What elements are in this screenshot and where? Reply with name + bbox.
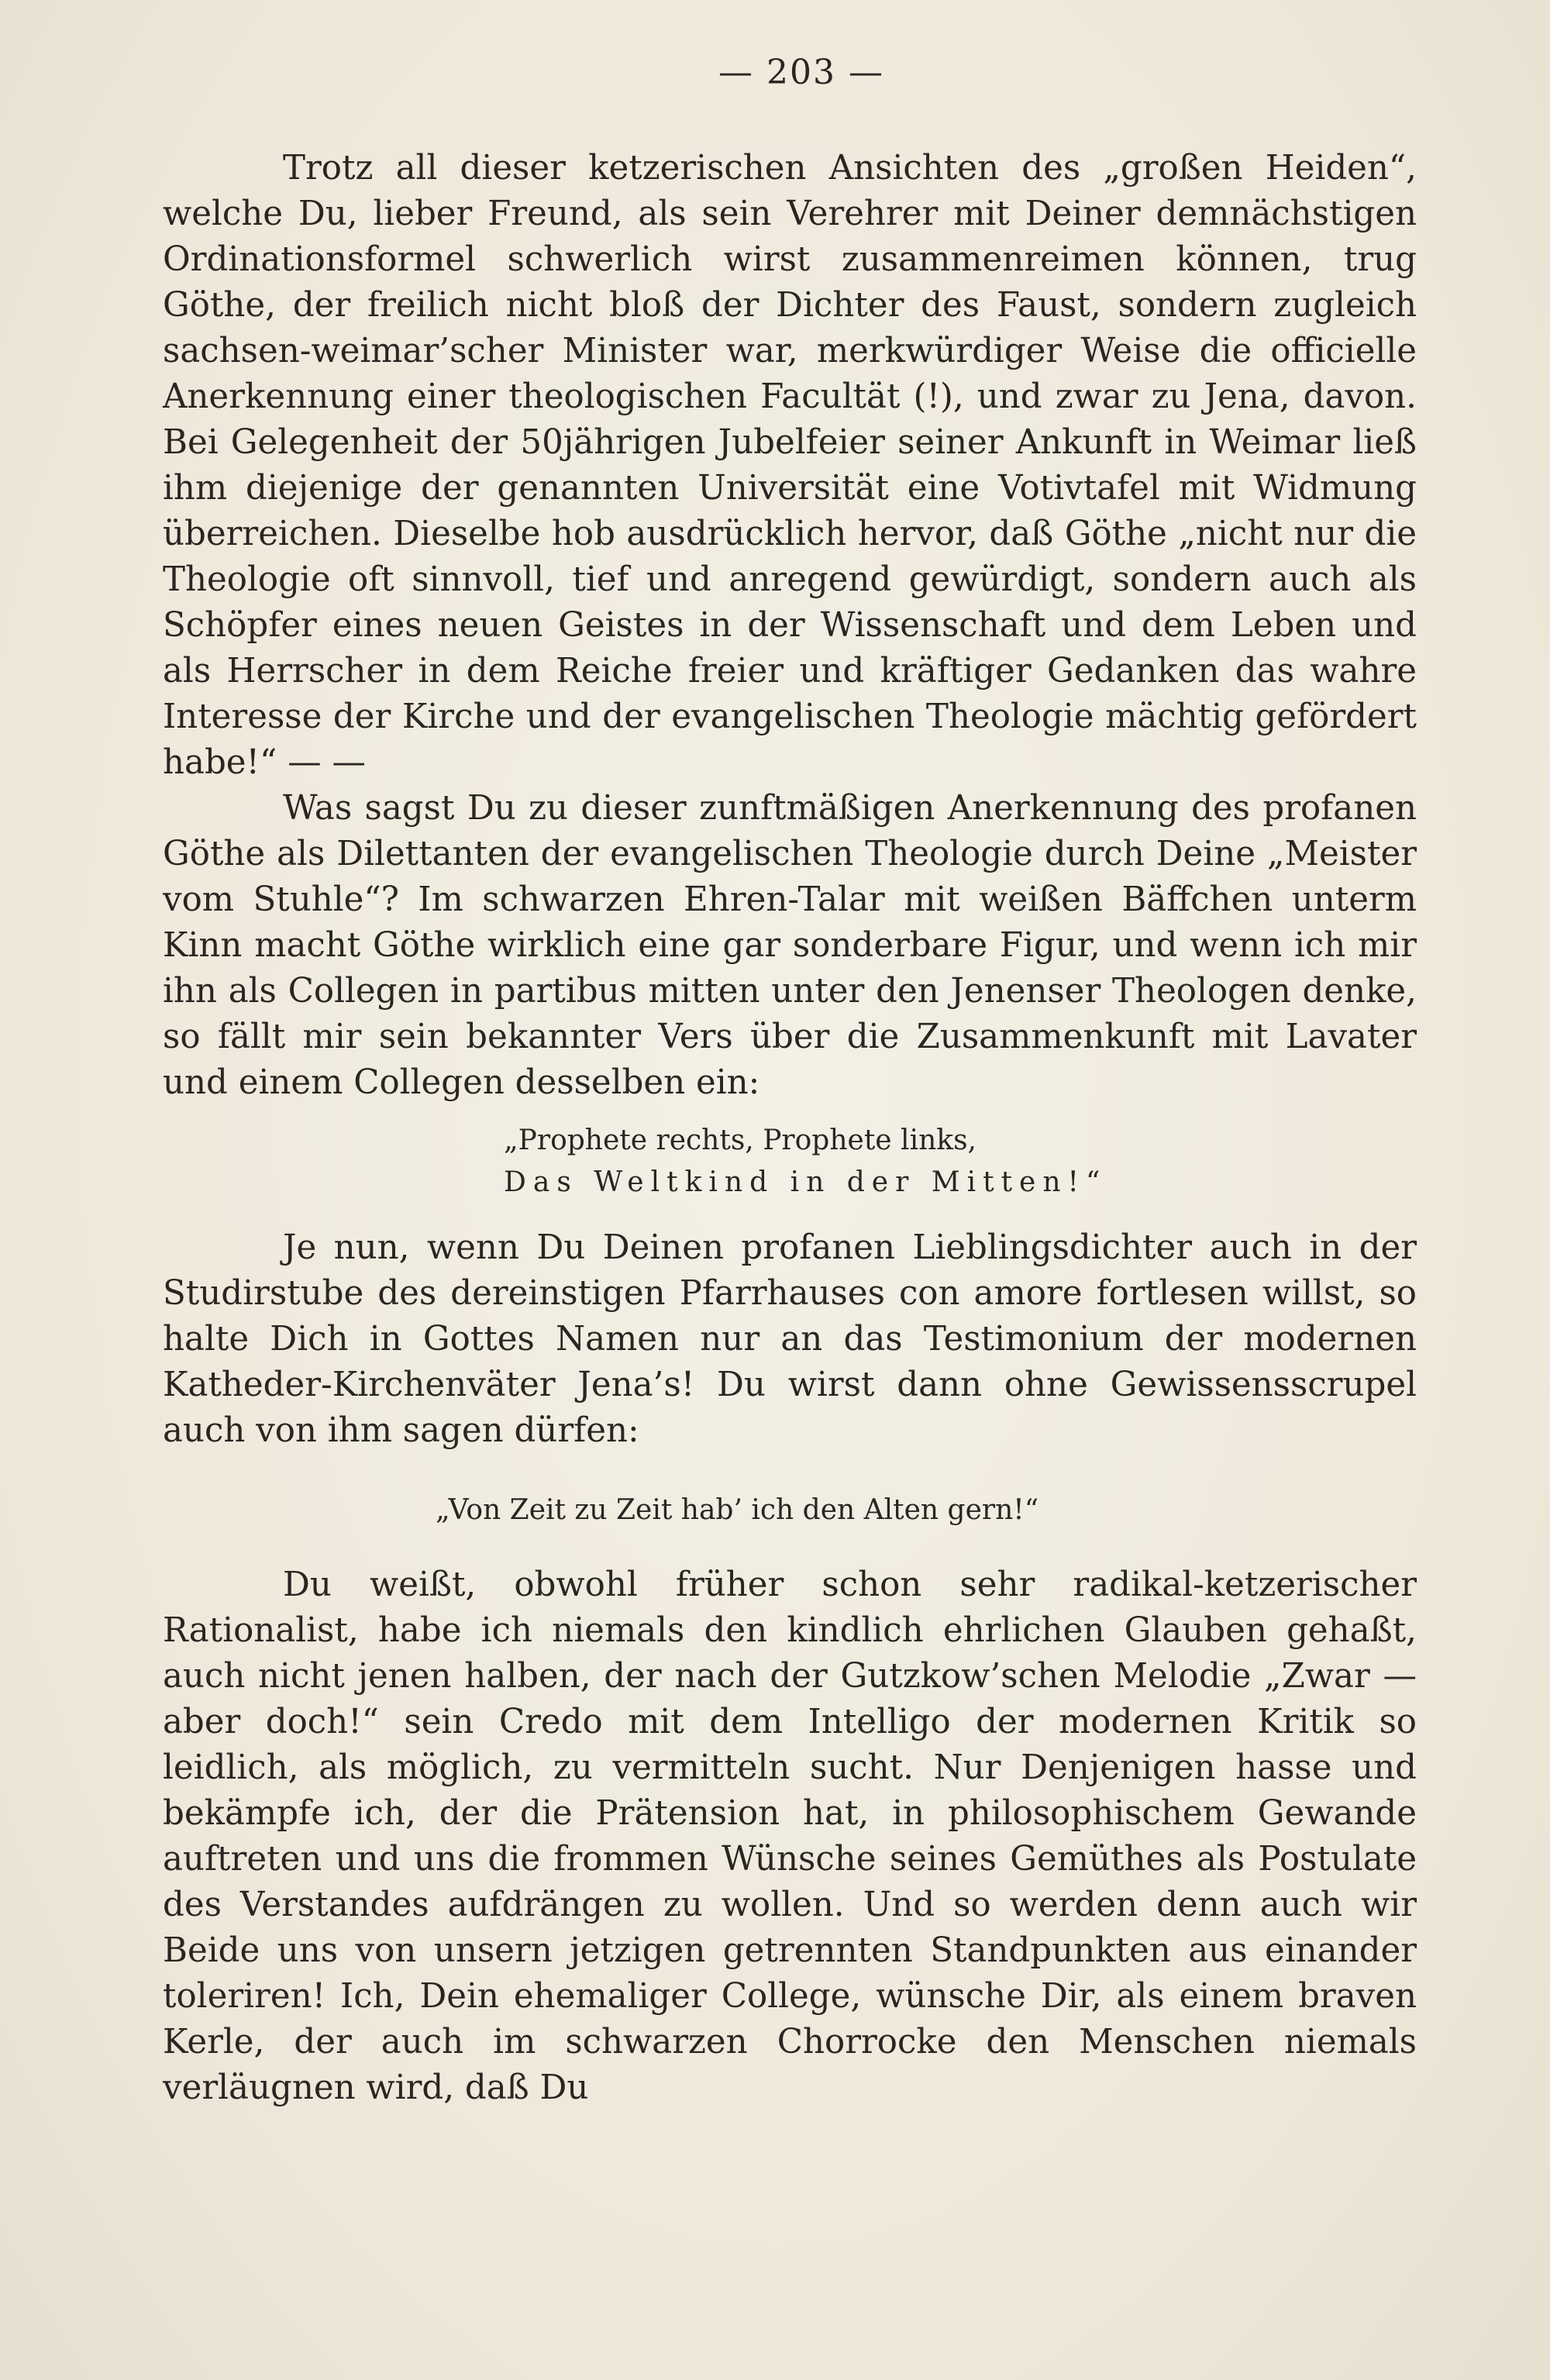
verse-line: „Von Zeit zu Zeit hab’ ich den Alten gern!“: [436, 1494, 1039, 1526]
verse-line: Das Weltkind in der Mitten!“: [504, 1166, 1107, 1198]
paragraph-4: Du weißt, obwohl früher schon sehr radikal-ketzerischer Rationalist, habe ich niemals den kindlich ehrlichen Glauben gehaßt, auch nicht jenen halben, der nach der Gutzkow’schen Melodie „Zwar — aber doch!“ sein Credo mit dem Intelligo der modernen Kritik so leidlich, als möglich, zu vermitteln sucht. Nur Denjenigen hasse und bekämpfe ich, der die Prätension hat, in philosophischem Gewande auftreten und uns die frommen Wünsche seines Gemüthes als Postulate des Verstandes aufdrängen zu wollen. Und so werden denn auch wir Beide uns von unsern jetzigen getrennten Standpunkten aus einander toleriren! Ich, Dein ehemaliger College, wünsche Dir, als einem braven Kerle, der auch im schwarzen Chorrocke den Menschen niemals verläugnen wird, daß Du: [163, 1565, 1417, 2107]
verse-line: „Prophete rechts, Prophete links,: [504, 1125, 976, 1156]
paragraph-3: Je nun, wenn Du Deinen profanen Lieblingsdichter auch in der Studirstube des dereinstigen Pfarrhauses con amore fortlesen willst, so halte Dich in Gottes Namen nur an das Testimonium der modernen Katheder-Kirchenväter Jena’s! Du wirst dann ohne Gewissensscrupel auch von ihm sagen dürfen:: [163, 1228, 1417, 1450]
verse-quote-2: [163, 1490, 1417, 1531]
verse-quote-1: [163, 1120, 1417, 1204]
page-number: — 203 —: [718, 53, 884, 92]
paragraph-2: Was sagst Du zu dieser zunftmäßigen Anerkennung des profanen Göthe als Dilettanten der evangelischen Theologie durch Deine „Meister vom Stuhle“? Im schwarzen Ehren-Talar mit weißen Bäffchen unterm Kinn macht Göthe wirklich eine gar sonderbare Figur, und wenn ich mir ihn als Collegen in partibus mitten unter den Jenenser Theologen denke, so fällt mir sein bekannter Vers über die Zusammenkunft mit Lavater und einem Collegen desselben ein:: [163, 789, 1417, 1102]
paragraph-1: Trotz all dieser ketzerischen Ansichten des „großen Heiden“, welche Du, lieber Freund, als sein Verehrer mit Deiner demnächstigen Ordinationsformel schwerlich wirst zusammenreimen können, trug Göthe, der freilich nicht bloß der Dichter des Faust, sondern zugleich sachsen-weimar’scher Minister war, merkwürdiger Weise die officielle Anerkennung einer theologischen Facultät (!), und zwar zu Jena, davon. Bei Gelegenheit der 50jährigen Jubelfeier seiner Ankunft in Weimar ließ ihm diejenige der genannten Universität eine Votivtafel mit Widmung überreichen. Dieselbe hob ausdrücklich hervor, daß Göthe „nicht nur die Theologie oft sinnvoll, tief und anregend gewürdigt, sondern auch als Schöpfer eines neuen Geistes in der Wissenschaft und dem Leben und als Herrscher in dem Reiche freier und kräftiger Gedanken das wahre Interesse der Kirche und der evangelischen Theologie mächtig gefördert habe!“ — —: [163, 149, 1417, 782]
